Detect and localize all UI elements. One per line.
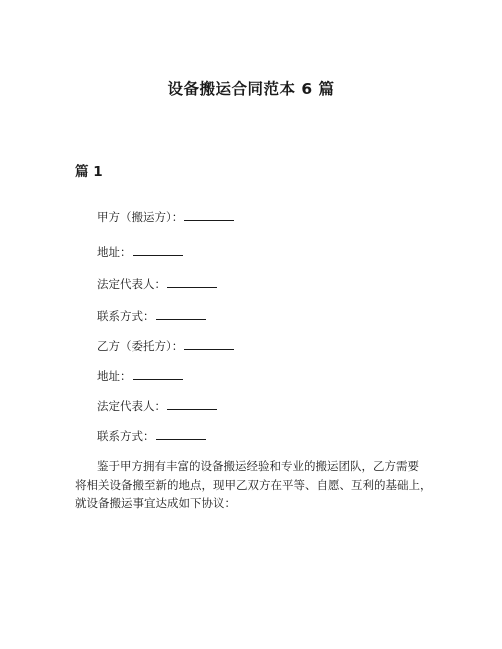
blank-line bbox=[133, 368, 183, 380]
field-label: 法定代表人： bbox=[97, 277, 166, 291]
field-label: 乙方（委托方）： bbox=[97, 339, 184, 353]
document-title: 设备搬运合同范本 6 篇 bbox=[167, 80, 335, 98]
blank-line bbox=[167, 398, 217, 410]
blank-line bbox=[156, 428, 206, 440]
party-a-representative-field bbox=[97, 276, 217, 292]
preamble-paragraph bbox=[75, 457, 437, 513]
blank-line bbox=[156, 308, 206, 320]
paragraph-line: 鉴于甲方拥有丰富的设备搬运经验和专业的搬运团队，乙方需要 bbox=[97, 459, 419, 473]
paragraph-line: 将相关设备搬至新的地点，现甲乙双方在平等、自愿、互利的基础上， bbox=[75, 477, 432, 492]
party-b-name-field bbox=[97, 338, 234, 354]
paragraph-line: 就设备搬运事宜达成如下协议： bbox=[75, 496, 236, 510]
party-a-address-field bbox=[97, 244, 183, 260]
blank-line bbox=[167, 276, 217, 288]
party-a-name-field bbox=[97, 209, 234, 225]
blank-line bbox=[184, 338, 234, 350]
field-label: 联系方式： bbox=[97, 429, 155, 443]
field-label: 地址： bbox=[97, 369, 132, 383]
field-label: 甲方（搬运方）： bbox=[97, 210, 184, 224]
field-label: 地址： bbox=[97, 245, 132, 259]
field-label: 联系方式： bbox=[97, 309, 155, 323]
party-b-representative-field bbox=[97, 398, 217, 414]
party-b-contact-field bbox=[97, 428, 206, 444]
party-b-address-field bbox=[97, 368, 183, 384]
party-a-contact-field bbox=[97, 308, 206, 324]
field-label: 法定代表人： bbox=[97, 399, 166, 413]
section-heading: 篇 1 bbox=[75, 164, 103, 180]
blank-line bbox=[133, 244, 183, 256]
blank-line bbox=[184, 209, 234, 221]
